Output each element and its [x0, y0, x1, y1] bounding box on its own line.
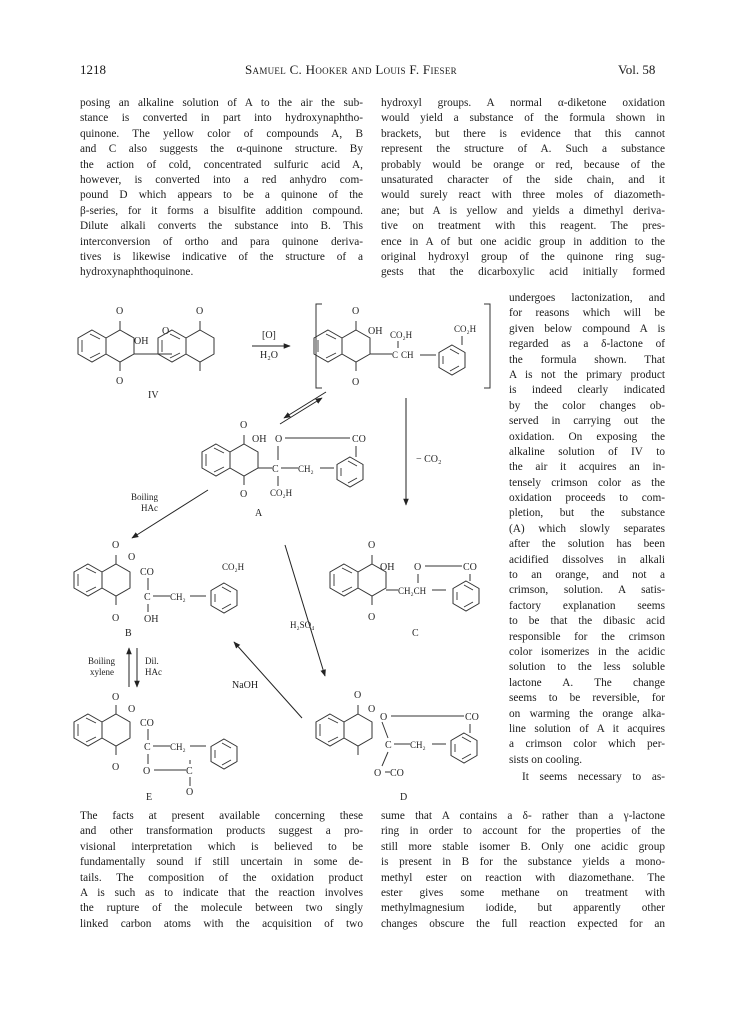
atom-label: CO: [465, 712, 479, 723]
atom-label: C: [144, 592, 151, 603]
text-line: would yield a substance of the formula shown in: [381, 112, 665, 125]
atom-label: CO₂H: [454, 324, 477, 334]
atom-label: O: [143, 766, 151, 777]
atom-label: CO: [140, 567, 154, 578]
text-line: stance is converted in part into hydroxynaphtho-: [80, 112, 363, 125]
page-number: 1218: [80, 62, 106, 77]
text-line: the action of cold, concentrated sulfuric acid A,: [80, 158, 363, 171]
text-line: gests that the dicarboxylic acid initially formed: [381, 266, 665, 279]
atom-label: CH₂: [298, 464, 314, 474]
atom-label: O: [368, 704, 376, 715]
text-line: sume that A contains a δ- rather than a γ-lactone: [381, 810, 665, 822]
atom-label: CH₂: [170, 742, 186, 752]
text-line: ence in A of but one acidic group in addition to the: [381, 235, 665, 248]
atom-label: O: [352, 306, 360, 317]
atom-label: CH₂: [170, 592, 186, 602]
text-line: line solution of A it acquires: [509, 722, 665, 735]
atom-label: O: [196, 306, 204, 317]
text-line: A is not the primary product: [509, 368, 665, 381]
atom-label: CO₂H: [270, 488, 293, 498]
reagent-xylene: xylene: [90, 667, 114, 677]
atom-label: O: [368, 540, 376, 551]
text-line: (A) which slowly separates: [509, 522, 665, 535]
compound-label-c: C: [412, 628, 419, 639]
text-line: A is such as to indicate that the reaction involves: [80, 886, 363, 899]
text-line: fundamentally sound if still uncertain in some de-: [80, 856, 363, 869]
text-line: a crimson color which per-: [509, 738, 665, 751]
text-line: interconversion of ortho and para quinone deriva-: [80, 235, 363, 248]
atom-label: C: [392, 350, 399, 360]
text-line: factory explanation seems: [509, 599, 665, 612]
atom-label: CH: [401, 350, 414, 360]
text-line: β-series, for it forms a bisulfite addition compound.: [80, 204, 363, 217]
text-line: tails. The composition of the oxidation product: [80, 871, 363, 884]
atom-label: O: [368, 612, 376, 623]
text-line: tive on treatment with this reagent. The pres-: [381, 220, 665, 233]
atom-label: O: [374, 768, 382, 779]
text-line: acidified dissolves in alkali: [509, 553, 665, 566]
compound-a: [202, 420, 366, 519]
atom-label: CH₂CH: [398, 586, 427, 596]
text-line: linked carbon atoms with the acquisition of two: [80, 917, 363, 930]
reagent-dil-hac: HAc: [145, 667, 162, 677]
text-line: and C also suggests the α-quinone structure. By: [80, 143, 363, 156]
atom-label: O: [352, 377, 360, 388]
atom-label: CO: [352, 434, 366, 445]
text-line: methyl ester on reaction with diazomethane. The: [381, 871, 665, 884]
text-line: The facts at present available concerning these: [80, 810, 363, 822]
atom-label: OH: [380, 562, 395, 573]
atom-label: O: [112, 540, 120, 551]
text-line: quinone. The yellow color of compounds A, B: [80, 127, 363, 140]
text-line: the rupture of the molecule between two singly: [80, 902, 363, 915]
atom-label: C: [144, 742, 151, 753]
running-head-authors: Samuel C. Hooker and Louis F. Fieser: [245, 62, 457, 77]
text-line: after the solution has been: [509, 538, 665, 551]
text-line: oxidation proceeds to com-: [509, 492, 665, 505]
text-line: regarded as a δ-lactone of: [509, 338, 665, 351]
text-line: crimson, solution. A satis-: [509, 584, 665, 597]
text-line: unsaturated character of the side chain, and it: [381, 173, 665, 186]
text-line: brackets, but there is evidence that this cannot: [381, 127, 665, 140]
text-line: would surely react with three moles of diazometh-: [381, 189, 665, 202]
text-line: served in carrying out the: [509, 415, 665, 428]
text-line: hydroxyl groups. A normal α-diketone oxidation: [381, 97, 665, 109]
atom-label: OH: [134, 336, 149, 347]
reagent-h2so4: H₂SO₄: [290, 620, 315, 630]
text-line: ring in order to account for the properties of the: [381, 825, 665, 838]
atom-label: O: [128, 552, 136, 563]
reagent-boiling: Boiling: [131, 492, 159, 502]
text-line: for reasons which will be: [509, 307, 665, 320]
text-line: ester gives some methane on treatment with: [381, 886, 665, 899]
atom-label: OH: [144, 614, 159, 625]
text-line: by the color changes ob-: [509, 399, 665, 412]
compound-b: [74, 540, 245, 639]
text-line: the formula shown. That: [509, 353, 665, 366]
atom-label: C: [385, 740, 392, 751]
atom-label: O: [116, 376, 124, 387]
atom-label: O: [275, 434, 283, 445]
text-line: tensely crimson color as the: [509, 476, 665, 489]
atom-label: O: [112, 762, 120, 773]
reagent-water: H₂O: [260, 350, 278, 361]
text-line: however, is converted into a red anhydro com-: [80, 173, 363, 186]
text-line: changes obscure the full reaction expected for an: [381, 917, 665, 930]
text-line: seems to be reversible, for: [509, 692, 665, 705]
compound-label-a: A: [255, 508, 263, 519]
atom-label: CO: [390, 768, 404, 779]
text-line: given below compound A is: [509, 322, 665, 335]
atom-label: C: [186, 766, 193, 777]
text-line: represent the structure of A. Such a substance: [381, 143, 665, 156]
text-line: is present in B for the substance yields a mono-: [381, 856, 665, 869]
atom-label: OH: [368, 326, 383, 337]
atom-label: CO₂H: [222, 562, 245, 572]
atom-label: O: [354, 690, 362, 701]
reagent-decarboxylation: − CO₂: [416, 454, 442, 465]
reagent-naoh: NaOH: [232, 680, 259, 691]
atom-label: O: [186, 787, 194, 798]
atom-label: C: [272, 464, 279, 475]
text-line: ane; but A is yellow and yields a dimethyl deriva-: [381, 204, 665, 217]
compound-label-e: E: [146, 792, 153, 803]
compound-c: [330, 540, 479, 639]
text-line: undergoes lactonization, and: [509, 292, 665, 304]
atom-label: O: [112, 692, 120, 703]
atom-label: CH₂: [410, 740, 426, 750]
compound-e: [74, 692, 237, 803]
text-line: still more stable isomer B. Only one acidic group: [381, 840, 665, 853]
atom-label: OH: [252, 434, 267, 445]
text-line: hydroxynaphthoquinone.: [80, 266, 194, 279]
reagent-oxidation: [O]: [262, 330, 276, 341]
text-line: sists on cooling.: [509, 753, 583, 766]
atom-label: CO: [463, 562, 477, 573]
text-line: methylmagnesium iodide, but apparently other: [381, 902, 665, 915]
text-line: on warming the orange alka-: [509, 707, 665, 720]
compound-d: [316, 690, 479, 803]
text-line: pound D which appears to be a quinone of the: [80, 189, 363, 202]
text-line: the air it acquires an in-: [509, 461, 665, 474]
compound-iv: [78, 306, 214, 401]
text-line: is indeed clearly indicated: [509, 384, 665, 397]
atom-label: CO₂H: [390, 330, 413, 340]
atom-label: O: [414, 562, 422, 573]
atom-label: O: [112, 613, 120, 624]
atom-label: CO: [140, 718, 154, 729]
text-line: to be that the dibasic acid: [509, 615, 665, 628]
text-line: posing an alkaline solution of A to the air the sub-: [80, 97, 363, 109]
atom-label: O: [240, 489, 248, 500]
text-line: alkaline solution of IV to: [509, 445, 665, 458]
text-line: to an orange, and not a: [509, 569, 665, 582]
reagent-boiling-xylene: Boiling: [88, 656, 116, 666]
compound-label-b: B: [125, 628, 132, 639]
atom-label: O: [128, 704, 136, 715]
atom-label: O: [240, 420, 248, 431]
text-line: visional interpretation which is believed to be: [80, 840, 363, 853]
compound-label-iv: IV: [148, 390, 159, 401]
reagent-hac: HAc: [141, 503, 158, 513]
compound-label-d: D: [400, 792, 408, 803]
atom-label: O: [162, 326, 170, 337]
text-line: lactone A. The change: [509, 676, 665, 689]
bracketed-intermediate: [314, 304, 490, 388]
text-line: pletion, but the substance: [509, 507, 665, 520]
text-line: probably would be orange or red, because of the: [381, 158, 665, 171]
atom-label: O: [116, 306, 124, 317]
volume-label: Vol. 58: [618, 62, 656, 77]
reagent-dil: Dil.: [145, 656, 159, 666]
text-line: and other transformation products suggest a pro-: [80, 825, 363, 838]
text-line: Dilute alkali converts the substance into B. This: [80, 220, 363, 233]
text-line: original hydroxyl group of the quinone ring sug-: [381, 250, 665, 263]
text-line: oxidation. On exposing the: [509, 430, 665, 443]
text-line: color isomerizes in the acidic: [509, 645, 665, 658]
text-line: tives is likewise indicative of the structure of a: [80, 250, 363, 263]
text-line: responsible for the crimson: [509, 630, 665, 643]
text-line: It seems necessary to as-: [522, 771, 665, 783]
atom-label: O: [380, 712, 388, 723]
text-line: solution to the less soluble: [509, 661, 665, 674]
